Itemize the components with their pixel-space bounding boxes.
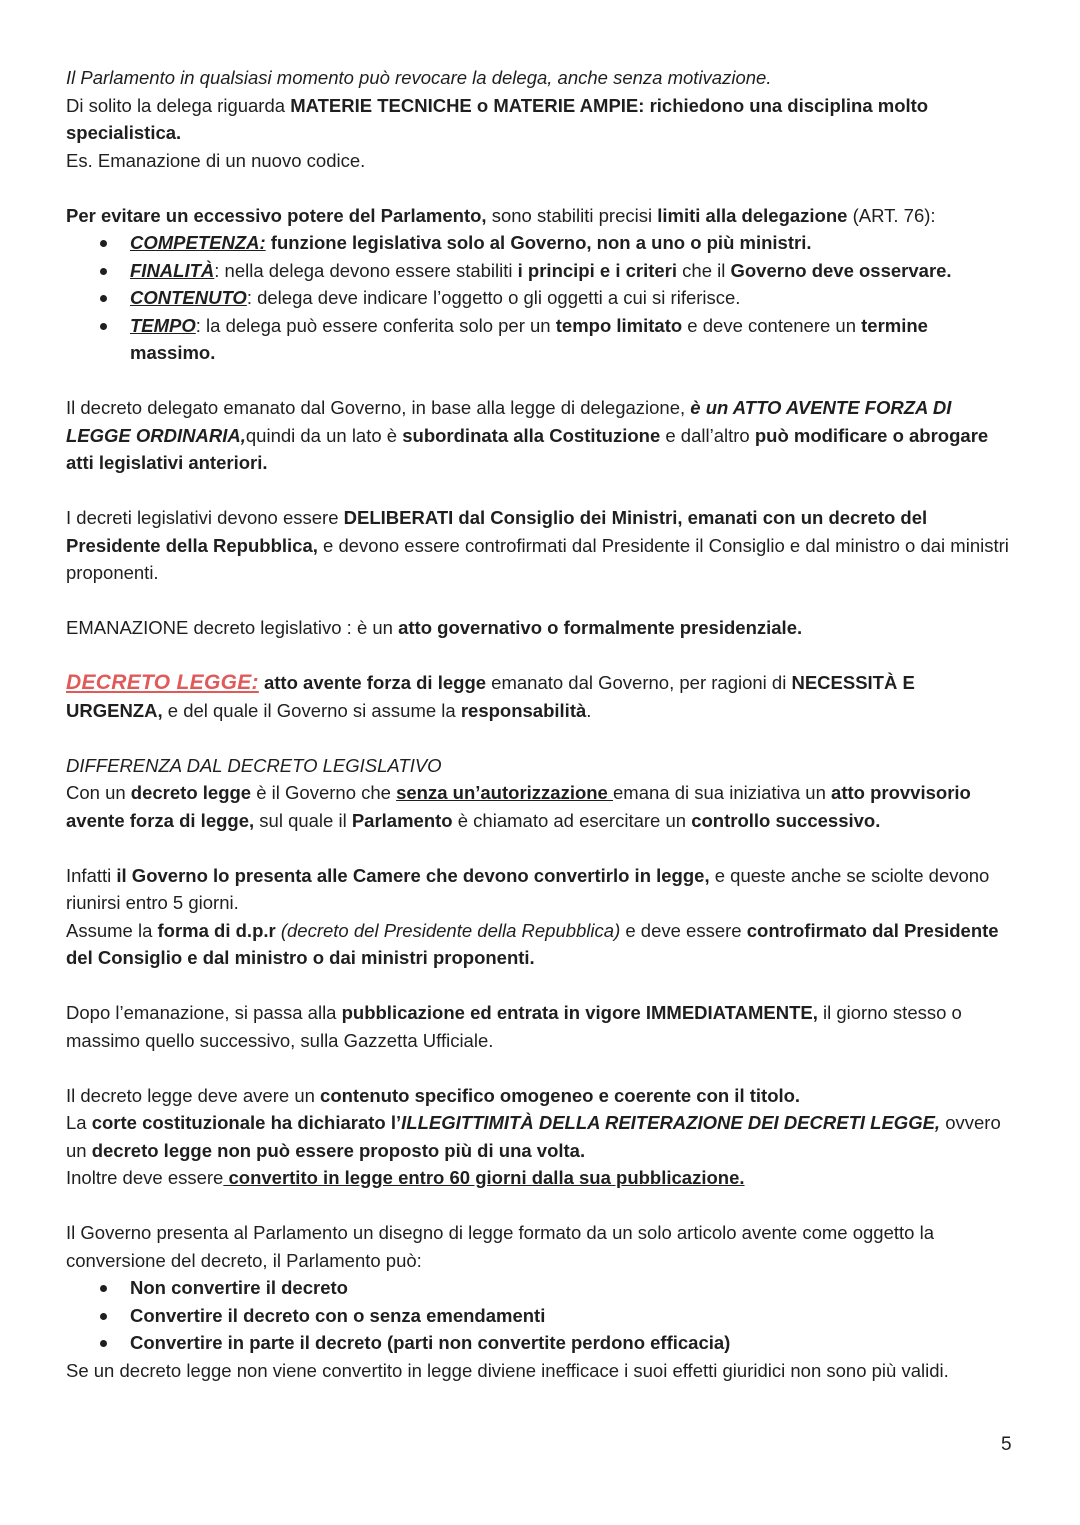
paragraph-limiti: Per evitare un eccessivo potere del Parlamento, sono stabiliti precisi limiti alla delegazione (ART. 76): — [66, 204, 936, 226]
paragraph-decreti-legislativi: I decreti legislativi devono essere DELIBERATI dal Consiglio dei Ministri, emanati con un decreto del Presidente della Repubblica, e devono essere controfirmati dal Presidente il Consiglio e dal ministro o dai ministri proponenti. — [66, 507, 1009, 583]
list-item-contenuto: CONTENUTO: delega deve indicare l’oggetto o gli oggetti a cui si riferisce. — [130, 284, 1016, 312]
paragraph-inefficace: Se un decreto legge non viene convertito in legge diviene inefficace i suoi effetti giuridici non sono più validi. — [66, 1359, 949, 1381]
paragraph-revoca: Il Parlamento in qualsiasi momento può revocare la delega, anche senza motivazione. — [66, 67, 772, 88]
list-item-tempo: TEMPO: la delega può essere conferita solo per un tempo limitato e deve contenere un termine massimo. — [130, 312, 1016, 367]
page-content — [66, 64, 1016, 1384]
list-item: Convertire in parte il decreto (parti non convertite perdono efficacia) — [130, 1329, 1016, 1357]
list-item: Convertire il decreto con o senza emendamenti — [130, 1302, 1016, 1330]
list-item-finalita: FINALITÀ: nella delega devono essere stabiliti i principi e i criteri che il Governo deve osservare. — [130, 257, 1016, 285]
opzioni-list — [66, 1274, 1016, 1357]
paragraph-camere: Infatti il Governo lo presenta alle Camere che devono convertirlo in legge, e queste anche se sciolte devono riunirsi entro 5 giorni. — [66, 864, 990, 913]
paragraph-esempio: Es. Emanazione di un nuovo codice. — [66, 149, 366, 171]
list-item-competenza: COMPETENZA: funzione legislativa solo al Governo, non a uno o più ministri. — [130, 229, 1016, 257]
differenza-heading: DIFFERENZA DAL DECRETO LEGISLATIVO — [66, 754, 442, 776]
paragraph-pubblicazione: Dopo l’emanazione, si passa alla pubblicazione ed entrata in vigore IMMEDIATAMENTE, il giorno stesso o massimo quello successivo, sulla Gazzetta Ufficiale. — [66, 1002, 962, 1051]
paragraph-corte: La corte costituzionale ha dichiarato l’ILLEGITTIMITÀ DELLA REITERAZIONE DEI DECRETI LEGGE, ovvero un decreto legge non può essere proposto più di una volta. — [66, 1112, 1001, 1161]
list-item: Non convertire il decreto — [130, 1274, 1016, 1302]
paragraph-emanazione: EMANAZIONE decreto legislativo : è un atto governativo o formalmente presidenziale. — [66, 617, 803, 638]
paragraph-disegno: Il Governo presenta al Parlamento un disegno di legge formato da un solo articolo avente come oggetto la conversione del decreto, il Parlamento può: — [66, 1222, 934, 1271]
limiti-list — [66, 229, 1016, 367]
page-number: 5 — [1001, 1434, 1012, 1455]
paragraph-conversione: Inoltre deve essere convertito in legge entro 60 giorni dalla sua pubblicazione. — [66, 1167, 745, 1188]
paragraph-decreto-delegato: Il decreto delegato emanato dal Governo, in base alla legge di delegazione, è un ATTO AVENTE FORZA DI LEGGE ORDINARIA,quindi da un lato è subordinata alla Costituzione e dall’altro può modificare o abrogare atti legislativi anteriori. — [66, 397, 989, 473]
paragraph-contenuto: Il decreto legge deve avere un contenuto specifico omogeneo e coerente con il titolo. — [66, 1084, 801, 1106]
decreto-legge-title: DECRETO LEGGE: — [66, 671, 259, 694]
paragraph-materie: Di solito la delega riguarda MATERIE TECNICHE o MATERIE AMPIE: richiedono una disciplina molto specialistica. — [66, 94, 929, 143]
paragraph-decreto-legge: DECRETO LEGGE: atto avente forza di legge emanato dal Governo, per ragioni di NECESSITÀ E URGENZA, e del quale il Governo si assume la responsabilità. — [66, 671, 915, 721]
paragraph-differenza: Con un decreto legge è il Governo che senza un’autorizzazione emana di sua iniziativa un atto provvisorio avente forza di legge, sul quale il Parlamento è chiamato ad esercitare un controllo successivo. — [66, 782, 971, 831]
paragraph-dpr: Assume la forma di d.p.r (decreto del Presidente della Repubblica) e deve essere controfirmato dal Presidente del Consiglio e dal ministro o dai ministri proponenti. — [66, 919, 999, 968]
